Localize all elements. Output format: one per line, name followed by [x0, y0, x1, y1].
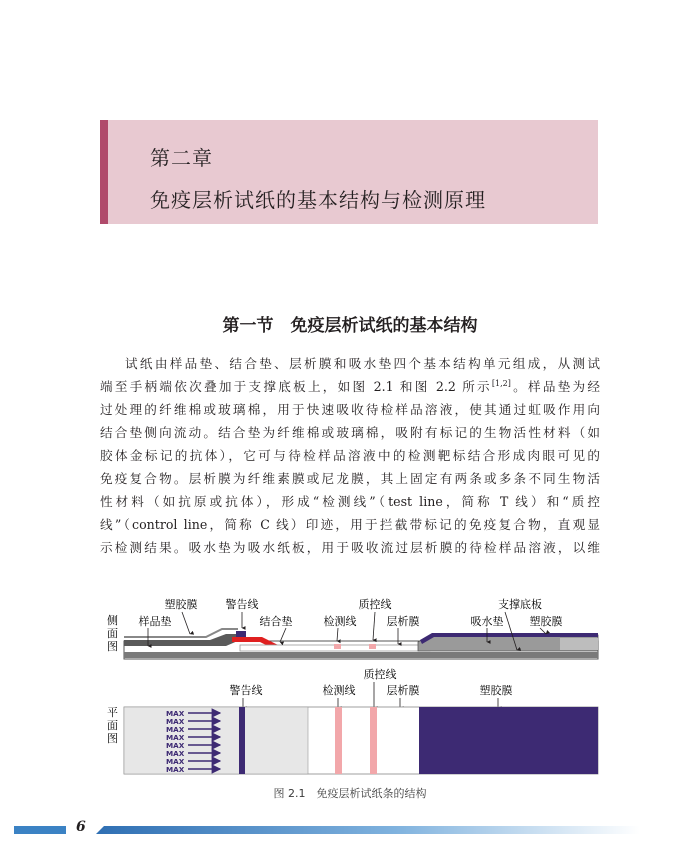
side-view-label: 侧面图 — [105, 614, 119, 654]
top-view-warning-line — [239, 707, 245, 774]
body-text: 。样品垫为经 — [510, 379, 600, 394]
body-line: 线”（control line，简称 C 线）印迹，用于拦截带标记的免疫复合物，直观显 — [100, 517, 600, 532]
body-line: 性材料（如抗原或抗体），形成“检测线”（test line，简称 T 线）和“质控 — [100, 494, 600, 509]
footer-bar-left — [14, 826, 66, 834]
citation-ref: [1,2] — [491, 378, 511, 388]
body-line: 过处理的纤维棉或玻璃棉，用于快速吸收待检样品溶液，使其通过虹吸作用向 — [100, 402, 600, 417]
page-number: 6 — [76, 819, 86, 835]
label-plastic-film-1: 塑胶膜 — [164, 598, 198, 611]
top-view-label: 平面图 — [105, 706, 119, 746]
side-view — [124, 629, 598, 659]
label-warning-line-1: 警告线 — [225, 598, 259, 611]
label-plastic-film-2: 塑胶膜 — [529, 615, 563, 628]
body-line: 结合垫侧向流动。结合垫为纤维棉或玻璃棉，吸附有标记的生物活性材料（如 — [100, 425, 600, 440]
body-line: 示检测结果。吸水垫为吸水纸板，用于吸收流过层析膜的待检样品溶液，以维 — [100, 540, 600, 555]
label-control-line-1: 质控线 — [358, 598, 392, 611]
top-view-test-line — [335, 707, 342, 774]
max-text: MAX — [166, 749, 185, 758]
label-warning-line-2: 警告线 — [229, 684, 263, 697]
section-title: 第一节 免疫层析试纸的基本结构 — [222, 316, 478, 336]
max-text: MAX — [166, 765, 185, 774]
max-text: MAX — [166, 709, 185, 718]
label-conjugate-pad: 结合垫 — [259, 615, 293, 628]
label-test-line-2: 检测线 — [322, 684, 356, 697]
max-arrows — [166, 709, 185, 774]
label-membrane-1: 层析膜 — [386, 615, 420, 628]
label-support-base: 支撑底板 — [498, 598, 542, 611]
body-text: 端至手柄端依次叠加于支撑底板上，如图 2.1 和图 2.2 所示 — [100, 379, 492, 394]
warning-line-block — [236, 631, 246, 637]
body-line: 免疫复合物。层析膜为纤维素膜或尼龙膜，其上固定有两条或多条不同生物活 — [100, 471, 600, 486]
sample-pad — [124, 634, 240, 646]
top-view-plastic-film — [419, 707, 598, 774]
max-text: MAX — [166, 725, 185, 734]
body-line: 胶体金标记的抗体），它可与待检样品溶液中的检测靶标结合形成肉眼可见的 — [100, 448, 600, 463]
label-absorbent-pad: 吸水垫 — [470, 615, 504, 628]
label-membrane-2: 层析膜 — [386, 684, 420, 697]
chapter-number: 第二章 — [150, 146, 213, 170]
label-plastic-film-3: 塑胶膜 — [479, 684, 513, 697]
max-text: MAX — [166, 733, 185, 742]
label-control-line-2: 质控线 — [363, 668, 397, 681]
test-line-mark — [334, 644, 341, 649]
label-sample-pad: 样品垫 — [138, 615, 172, 628]
top-view-sample-area — [124, 707, 308, 774]
top-view — [124, 707, 598, 774]
label-test-line-1: 检测线 — [323, 615, 357, 628]
control-line-mark — [369, 644, 376, 649]
body-line: 试纸由样品垫、结合垫、层析膜和吸水垫四个基本结构单元组成，从测试 — [125, 356, 600, 371]
top-view-control-line — [370, 707, 377, 774]
max-text: MAX — [166, 717, 185, 726]
footer-bar-right — [96, 826, 640, 834]
chapter-title: 免疫层析试纸的基本结构与检测原理 — [150, 188, 486, 212]
figure-caption: 图 2.1 免疫层析试纸条的结构 — [273, 787, 427, 800]
max-text: MAX — [166, 757, 185, 766]
max-text: MAX — [166, 741, 185, 750]
